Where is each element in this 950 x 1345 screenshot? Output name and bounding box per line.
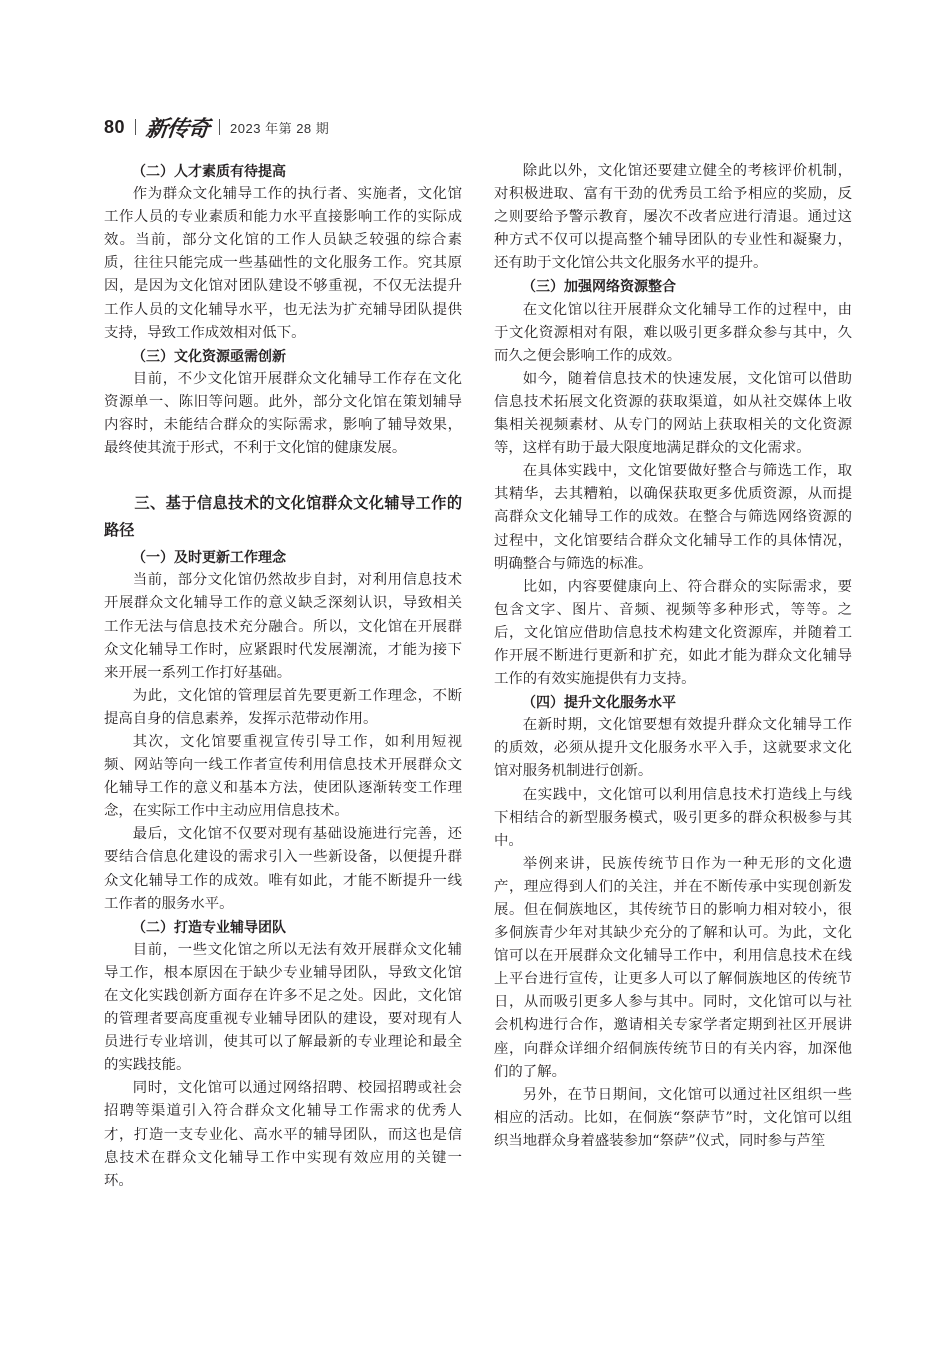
- subheading: （三）文化资源亟需创新: [132, 347, 286, 364]
- paragraph: 另外，在节日期间，文化馆可以通过社区组织一些相应的活动。比如，在侗族“祭萨节”时，文化馆可以组织当地群众身着盛装参加“祭萨”仪式，同时参与芦笙: [494, 1086, 852, 1149]
- section-heading: 三、基于信息技术的文化馆群众文化辅导工作的路径: [104, 495, 462, 540]
- paragraph: 当前，部分文化馆仍然故步自封，对利用信息技术开展群众文化辅导工作的意义缺乏深刻认识，导致相关工作无法与信息技术充分融合。所以，文化馆在开展群众文化辅导工作时，应紧跟时代发展潮流，才能为接下来开展一系列工作打好基础。: [104, 572, 462, 681]
- left-column: [104, 160, 462, 1193]
- paragraph: 在具体实践中，文化馆要做好整合与筛选工作，取其精华，去其糟粕，以确保获取更多优质资源，从而提高群众文化辅导工作的成效。在整合与筛选网络资源的过程中，文化馆要结合群众文化辅导工作的具体情况，明确整合与筛选的标准。: [494, 463, 852, 572]
- page-header: [104, 112, 329, 142]
- paragraph: 除此以外，文化馆还要建立健全的考核评价机制，对积极进取、富有干劲的优秀员工给予相应的奖励，反之则要给予警示教育，屡次不改者应进行清退。通过这种方式不仅可以提高整个辅导团队的专业性和凝聚力，还有助于文化馆公共文化服务水平的提升。: [494, 163, 852, 272]
- paragraph: 举例来讲，民族传统节日作为一种无形的文化遗产，理应得到人们的关注，并在不断传承中实现创新发展。但在侗族地区，其传统节日的影响力相对较小，很多侗族青少年对其缺少充分的了解和认可。为此，文化馆可以在开展群众文化辅导工作中，利用信息技术在线上平台进行宣传，让更多人可以了解侗族地区的传统节日，从而吸引更多人参与其中。同时，文化馆可以与社会机构进行合作，邀请相关专家学者定期到社区开展讲座，向群众详细介绍侗族传统节日的有关内容，加深他们的了解。: [494, 855, 852, 1080]
- paragraph: 其次，文化馆要重视宣传引导工作，如利用短视频、网站等向一线工作者宣传利用信息技术开展群众文化辅导工作的意义和基本方法，使团队逐渐转变工作理念，在实际工作中主动应用信息技术。: [104, 733, 462, 820]
- page-number: 80: [104, 116, 126, 137]
- paragraph: 作为群众文化辅导工作的执行者、实施者，文化馆工作人员的专业素质和能力水平直接影响工作的实际成效。当前，部分文化馆的工作人员缺乏较强的综合素质，往往只能完成一些基础性的文化服务工作。究其原因，是因为文化馆对团队建设不够重视，不仅无法提升工作人员的文化辅导水平，也无法为扩充辅导团队提供支持，导致工作成效相对低下。: [104, 186, 462, 341]
- paragraph: 在文化馆以往开展群众文化辅导工作的过程中，由于文化资源相对有限，难以吸引更多群众参与其中，久而久之便会影响工作的成效。: [494, 301, 852, 364]
- right-column: [494, 160, 852, 1153]
- subheading: （二）人才素质有待提高: [132, 163, 286, 179]
- paragraph: 目前，一些文化馆之所以无法有效开展群众文化辅导工作，根本原因在于缺少专业辅导团队，导致文化馆在文化实践创新方面存在许多不足之处。因此，文化馆的管理者要高度重视专业辅导团队的建设，要对现有人员进行专业培训，使其可以了解最新的专业理论和最全的实践技能。: [104, 941, 462, 1074]
- paragraph: 如今，随着信息技术的快速发展，文化馆可以借助信息技术拓展文化资源的获取渠道，如从社交媒体上收集相关视频素材、从专门的网站上获取相关的文化资源等，这样有助于最大限度地满足群众的文化需求。: [494, 370, 852, 457]
- issue-label: 2023 年第 28 期: [230, 120, 330, 136]
- paragraph: 比如，内容要健康向上、符合群众的实际需求，要包含文字、图片、音频、视频等多种形式，等等。之后，文化馆应借助信息技术构建文化资源库，并随着工作开展不断进行更新和扩充，如此才能为群众文化辅导工作的有效实施提供有力支持。: [494, 578, 852, 688]
- paragraph: 在实践中，文化馆可以利用信息技术打造线上与线下相结合的新型服务模式，吸引更多的群众积极参与其中。: [494, 786, 852, 849]
- journal-logo: 新传奇: [144, 115, 211, 142]
- subheading: （四）提升文化服务水平: [522, 694, 676, 711]
- header-divider: [219, 119, 220, 135]
- paragraph: 同时，文化馆可以通过网络招聘、校园招聘或社会招聘等渠道引入符合群众文化辅导工作需求的优秀人才，打造一支专业化、高水平的辅导团队，而这也是信息技术在群众文化辅导工作中实现有效应用的关键一环。: [104, 1080, 462, 1189]
- header-divider: [135, 119, 136, 135]
- subheading: （三）加强网络资源整合: [522, 278, 676, 295]
- paragraph: 在新时期，文化馆要想有效提升群众文化辅导工作的质效，必须从提升文化服务水平入手，这就要求文化馆对服务机制进行创新。: [494, 717, 852, 780]
- paragraph: 为此，文化馆的管理层首先要更新工作理念，不断提高自身的信息素养，发挥示范带动作用。: [104, 687, 462, 727]
- paragraph: 最后，文化馆不仅要对现有基础设施进行完善，还要结合信息化建设的需求引入一些新设备，以便提升群众文化辅导工作的成效。唯有如此，才能不断提升一线工作者的服务水平。: [104, 826, 462, 912]
- paragraph: 目前，不少文化馆开展群众文化辅导工作存在文化资源单一、陈旧等问题。此外，部分文化馆在策划辅导内容时，未能结合群众的实际需求，影响了辅导效果，最终使其流于形式，不利于文化馆的健康发展。: [104, 370, 462, 457]
- subheading: （二）打造专业辅导团队: [132, 918, 286, 935]
- subheading: （一）及时更新工作理念: [132, 549, 286, 566]
